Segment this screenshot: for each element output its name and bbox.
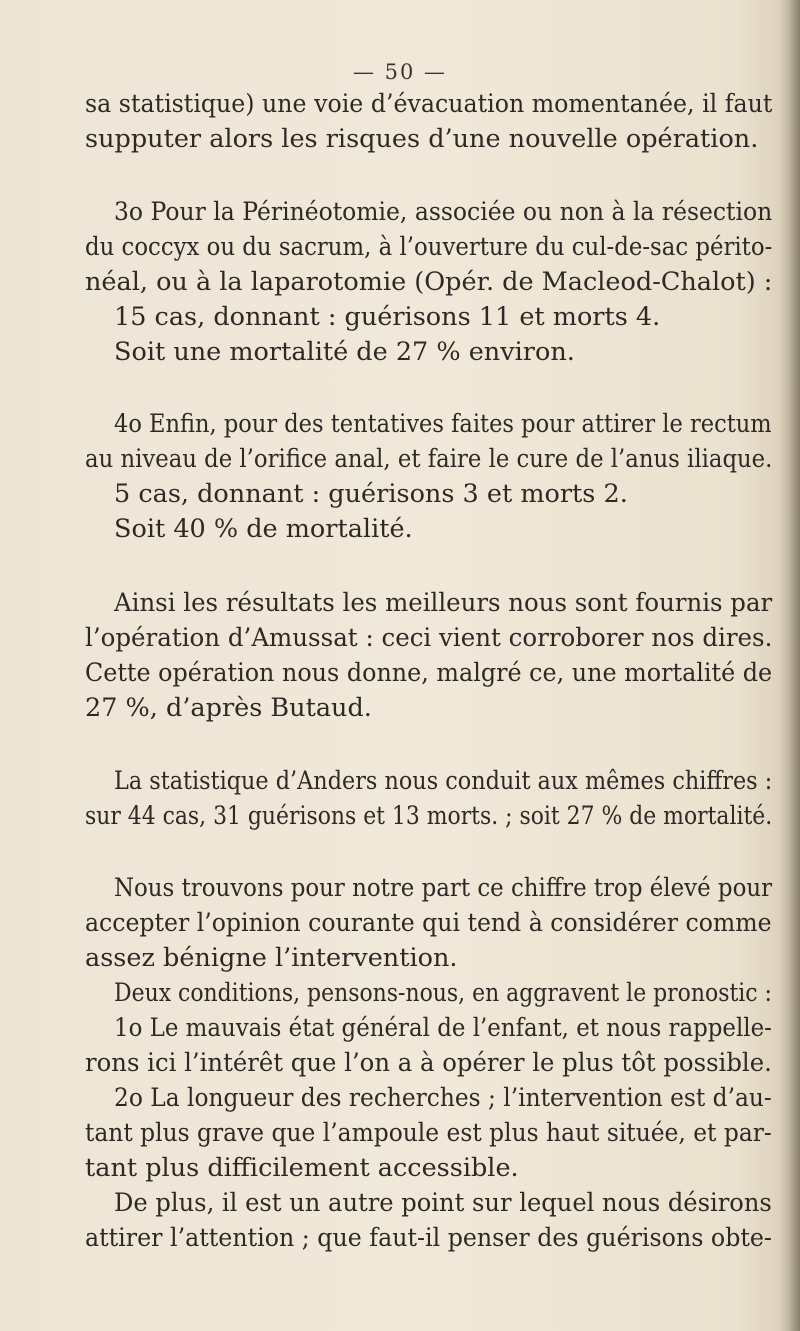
text-line: tant plus difficilement accessible. xyxy=(85,1153,519,1183)
text-line: 5 cas, donnant : guérisons 3 et morts 2. xyxy=(114,479,628,509)
text-line: 2o La longueur des recherches ; l’intervention est d’au- xyxy=(114,1083,772,1113)
text-line: supputer alors les risques d’une nouvelle opération. xyxy=(85,124,759,154)
text-line: Soit 40 % de mortalité. xyxy=(114,514,413,544)
text-line: La statistique d’Anders nous conduit aux mêmes chiffres : xyxy=(114,766,773,796)
text-line: 27 %, d’après Butaud. xyxy=(85,693,372,723)
text-line: du coccyx ou du sacrum, à l’ouverture du cul-de-sac périto- xyxy=(85,232,773,262)
page-number: — 50 — xyxy=(352,60,448,84)
text-line: 3o Pour la Périnéotomie, associée ou non à la résection xyxy=(114,197,773,227)
text-line: l’opération d’Amussat : ceci vient corroborer nos dires. xyxy=(85,623,773,653)
text-line: au niveau de l’orifice anal, et faire le cure de l’anus iliaque. xyxy=(85,444,773,474)
text-line: sa statistique) une voie d’évacuation momentanée, il faut xyxy=(85,89,773,119)
text-line: Cette opération nous donne, malgré ce, une mortalité de xyxy=(85,658,773,688)
text-line: néal, ou à la laparotomie (Opér. de Macleod-Chalot) : xyxy=(85,267,773,297)
text-line: Ainsi les résultats les meilleurs nous sont fournis par xyxy=(114,588,773,618)
text-line: attirer l’attention ; que faut-il penser des guérisons obte- xyxy=(85,1223,772,1253)
text-line: accepter l’opinion courante qui tend à considérer comme xyxy=(85,908,772,938)
text-line: assez bénigne l’intervention. xyxy=(85,943,458,973)
text-line: Deux conditions, pensons-nous, en aggravent le pronostic : xyxy=(114,978,772,1008)
text-line: sur 44 cas, 31 guérisons et 13 morts. ; soit 27 % de mortalité. xyxy=(85,801,773,831)
text-line: tant plus grave que l’ampoule est plus haut située, et par- xyxy=(85,1118,772,1148)
text-line: 4o Enfin, pour des tentatives faites pour attirer le rectum xyxy=(114,409,772,439)
text-line: De plus, il est un autre point sur lequel nous désirons xyxy=(114,1188,772,1218)
text-line: 15 cas, donnant : guérisons 11 et morts 4. xyxy=(114,302,661,332)
text-line: rons ici l’intérêt que l’on a à opérer le plus tôt possible. xyxy=(85,1048,772,1078)
text-line: 1o Le mauvais état général de l’enfant, et nous rappelle- xyxy=(114,1013,772,1043)
text-line: Nous trouvons pour notre part ce chiffre trop élevé pour xyxy=(114,873,773,903)
text-line: Soit une mortalité de 27 % environ. xyxy=(114,337,575,367)
page-binding-shadow xyxy=(778,0,800,1331)
